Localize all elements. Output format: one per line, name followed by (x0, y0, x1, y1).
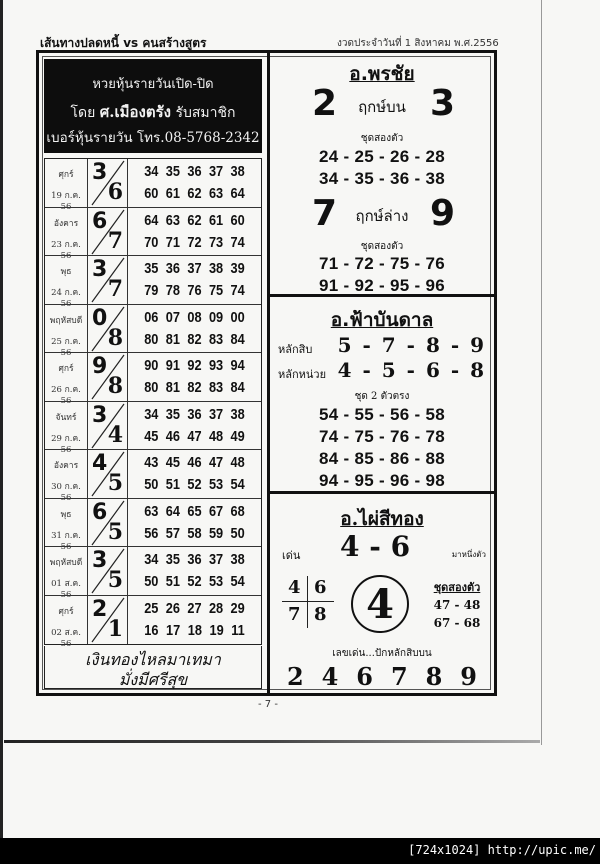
pairs-row-4: 94 - 95 - 96 - 98 (318, 471, 446, 490)
day-cell (45, 353, 88, 406)
grid-cell: 8 (314, 604, 327, 625)
day-date: 30 ก.ค. 56 (51, 482, 81, 503)
upper-pairs-1: 24 - 25 - 26 - 28 (318, 147, 446, 166)
upper-right-digit: 3 (430, 83, 456, 124)
number: 67 (208, 502, 224, 520)
bottom-digit: 8 (107, 324, 123, 351)
digit-pair-cell (88, 353, 128, 401)
day-name: ศุกร์ (58, 170, 74, 180)
table-row (45, 596, 261, 649)
numbers-cell (128, 450, 261, 498)
number: 90 (144, 357, 159, 374)
number: 80 (144, 379, 159, 396)
upper-label: ฤกษ์บน (358, 98, 406, 116)
number: 81 (165, 330, 180, 348)
number: 83 (208, 379, 224, 396)
numbers-cell (128, 159, 261, 207)
number: 91 (165, 357, 180, 374)
ad-phone: เบอร์หุ้นรายวัน โทร.08-5768-2342 (46, 130, 260, 146)
watermark-bar (0, 838, 600, 864)
page-number: - 7 - (258, 699, 278, 710)
digit-pair-cell (88, 305, 128, 353)
number: 61 (208, 211, 224, 229)
number: 63 (208, 185, 224, 202)
ad-membership: รับสมาชิก (175, 105, 236, 121)
lead-label: เด่น (282, 549, 301, 562)
slogan-line-2: มั่งมีศรีสุข (118, 670, 188, 689)
number: 39 (230, 260, 245, 277)
number-line-2 (138, 282, 251, 299)
number-line-1 (138, 309, 251, 326)
number: 84 (230, 330, 245, 348)
stock-results-table (44, 158, 262, 649)
grid-cell: 6 (314, 577, 327, 598)
day-name: อังคาร (53, 461, 79, 471)
number: 43 (144, 454, 159, 471)
number: 59 (208, 524, 224, 542)
number: 08 (187, 308, 202, 326)
day-name: พฤหัสบดี (49, 315, 83, 326)
watermark-text: [724x1024] http://upic.me/ (408, 843, 596, 857)
slogan-box (44, 646, 262, 689)
number: 80 (144, 330, 159, 348)
digit-grid (282, 576, 334, 628)
lead-digits: 4 - 6 (340, 530, 411, 563)
number: 71 (165, 233, 180, 251)
day-date: 23 ก.ค. 56 (51, 239, 81, 261)
number-line-1 (138, 163, 251, 180)
number: 28 (208, 599, 224, 617)
number-line-2 (138, 331, 251, 348)
bottom-digit: 1 (107, 615, 123, 642)
tens-digit: 2 (286, 662, 304, 691)
bottom-digit: 5 (107, 567, 123, 593)
number: 46 (187, 454, 202, 471)
top-digit: 9 (92, 354, 108, 379)
day-name: พุธ (60, 509, 72, 520)
number: 38 (230, 163, 245, 180)
number: 51 (165, 476, 180, 493)
number: 38 (230, 405, 245, 423)
number: 00 (230, 308, 245, 326)
section-paisithong (270, 494, 494, 694)
number: 75 (208, 282, 224, 299)
bottom-digit: 7 (107, 276, 123, 302)
number: 49 (230, 427, 245, 445)
number: 50 (230, 524, 245, 542)
pairs-row-2: 74 - 75 - 76 - 78 (318, 427, 446, 446)
number: 34 (144, 405, 159, 423)
number: 48 (230, 454, 245, 471)
number-line-1 (138, 503, 251, 520)
number-line-2 (138, 476, 251, 493)
tens-label: หลักสิบ (278, 343, 313, 356)
circled-digit: 4 (351, 575, 409, 633)
digit-pair-cell (88, 256, 128, 304)
number: 79 (144, 282, 159, 299)
number: 45 (165, 454, 180, 471)
bottom-digit: 4 (107, 421, 123, 448)
top-digit: 6 (92, 208, 108, 234)
lower-right-digit: 9 (430, 193, 456, 234)
number: 65 (187, 502, 202, 520)
number: 62 (187, 185, 202, 202)
day-name: พุธ (60, 267, 72, 277)
tens-digit: 6 (356, 662, 373, 691)
tens-digits: 5 - 7 - 8 - 9 (337, 333, 484, 357)
number: 74 (230, 233, 245, 251)
number: 38 (230, 551, 245, 568)
page-bottom-rule (4, 740, 540, 743)
number: 92 (187, 357, 202, 374)
day-date: 24 ก.ค. 56 (51, 288, 81, 309)
number: 16 (144, 621, 159, 639)
number-line-1 (138, 454, 251, 471)
table-row (45, 256, 261, 309)
lower-set-label: ชุดสองตัว (360, 241, 404, 252)
number: 70 (144, 233, 159, 251)
grid-horizontal-line (282, 601, 334, 602)
section-title: อ.ไผ่สีทอง (340, 508, 424, 530)
day-date: 19 ก.ค. 56 (51, 191, 81, 212)
numbers-cell (128, 596, 261, 645)
number-line-1 (138, 357, 251, 374)
number: 54 (230, 476, 245, 493)
number: 81 (165, 379, 180, 396)
top-digit: 2 (92, 596, 108, 622)
ad-box (44, 59, 262, 153)
number: 35 (165, 405, 180, 423)
ad-author-line (44, 100, 262, 124)
section-title: อ.พรชัย (349, 63, 415, 85)
bottom-digit: 6 (107, 179, 123, 205)
number-line-2 (138, 573, 251, 590)
upper-left-digit: 2 (312, 83, 338, 124)
section-pornchai (270, 53, 494, 297)
set-label: ชุด 2 ตัวตรง (354, 391, 410, 402)
lower-left-digit: 7 (312, 193, 338, 234)
number: 36 (187, 163, 202, 180)
number: 37 (187, 260, 202, 277)
units-digits: 4 - 5 - 6 - 8 (337, 358, 484, 382)
tens-digits-row (270, 662, 494, 691)
day-cell (45, 159, 88, 212)
number: 57 (165, 524, 180, 542)
day-name: จันทร์ (55, 412, 77, 423)
day-date: 29 ก.ค. 56 (51, 433, 81, 455)
number: 38 (208, 260, 224, 277)
day-cell (45, 596, 88, 649)
tens-digit: 9 (460, 662, 477, 691)
day-date: 01 ส.ค. 56 (51, 579, 81, 600)
number-line-2 (138, 525, 251, 542)
set-pair-2: 67 - 68 (433, 616, 481, 630)
day-date: 25 ก.ค. 56 (51, 336, 81, 358)
number: 35 (144, 260, 159, 277)
number: 34 (144, 551, 159, 568)
number: 64 (165, 502, 180, 520)
number: 56 (144, 524, 159, 542)
day-cell (45, 547, 88, 600)
number: 52 (187, 476, 202, 493)
day-date: 02 ส.ค. 56 (51, 627, 81, 649)
number: 76 (187, 282, 202, 299)
top-digit: 6 (92, 499, 108, 525)
bottom-digit: 5 (107, 470, 123, 496)
numbers-cell (128, 402, 261, 450)
number-line-2 (138, 428, 251, 445)
number: 29 (230, 599, 245, 617)
number-line-1 (138, 551, 251, 568)
table-row (45, 208, 261, 261)
number-line-1 (138, 600, 251, 617)
digit-pair-cell (88, 450, 128, 498)
number: 63 (165, 211, 180, 229)
day-cell (45, 208, 88, 261)
lower-label: ฤกษ์ล่าง (355, 207, 409, 225)
number: 26 (165, 599, 180, 617)
number: 50 (144, 573, 159, 590)
upper-set-label: ชุดสองตัว (360, 133, 404, 144)
number: 54 (230, 573, 245, 590)
number: 78 (165, 282, 180, 299)
top-digit: 3 (92, 402, 108, 428)
number: 34 (144, 163, 159, 180)
number: 72 (187, 233, 202, 251)
number: 60 (230, 211, 245, 229)
number: 53 (208, 476, 224, 493)
number: 68 (230, 502, 245, 520)
numbers-cell (128, 353, 261, 401)
pairs-row-1: 54 - 55 - 56 - 58 (318, 405, 446, 424)
ad-headline: หวยหุ้นรายวันเปิด-ปิด (92, 77, 214, 92)
number: 52 (187, 573, 202, 590)
tens-digit: 8 (425, 662, 443, 691)
number: 58 (187, 524, 202, 542)
number: 60 (144, 185, 159, 202)
number: 94 (230, 357, 245, 374)
number: 82 (187, 379, 202, 396)
day-name: พฤหัสบดี (49, 558, 83, 568)
numbers-cell (128, 305, 261, 353)
ad-author-name: ศ.เมืองตรัง (99, 103, 171, 121)
table-row (45, 353, 261, 406)
number: 37 (208, 163, 224, 180)
top-digit: 4 (92, 451, 108, 476)
tens-digit: 7 (390, 662, 408, 691)
number: 82 (187, 330, 202, 348)
number: 53 (208, 573, 224, 590)
number: 18 (187, 621, 202, 639)
number: 25 (144, 599, 159, 617)
number: 17 (166, 621, 181, 639)
number-line-1 (138, 212, 251, 229)
ad-by: โดย (70, 105, 96, 121)
page-right-edge (541, 0, 542, 745)
number: 73 (208, 233, 224, 251)
digit-pair-cell (88, 402, 128, 450)
number-line-2 (138, 379, 251, 396)
number: 83 (208, 330, 224, 348)
set-label: ชุดสองตัว (433, 581, 481, 594)
number: 93 (208, 357, 224, 374)
digit-pair-cell (88, 208, 128, 256)
top-digit: 3 (92, 548, 108, 573)
number: 36 (187, 405, 202, 423)
top-digit: 0 (92, 305, 108, 331)
tens-label: เลขเด่น...ปักหลักสิบบน (332, 648, 432, 659)
day-name: ศุกร์ (58, 606, 74, 617)
number: 63 (144, 502, 159, 520)
number: 35 (165, 551, 180, 568)
section-fabandan (270, 297, 494, 494)
number: 46 (165, 427, 180, 445)
number-line-1 (138, 260, 251, 277)
number-line-2 (138, 185, 251, 202)
number: 19 (209, 621, 224, 639)
number: 36 (187, 551, 202, 568)
day-cell (45, 256, 88, 309)
running-head-title: เส้นทางปลดหนี้ vs คนสร้างสูตร (40, 36, 207, 50)
lower-pairs-2: 91 - 92 - 95 - 96 (318, 276, 446, 295)
digit-pair-cell (88, 596, 128, 645)
units-label: หลักหน่วย (278, 368, 327, 381)
number: 07 (165, 308, 180, 326)
day-cell (45, 402, 88, 455)
number: 50 (144, 476, 159, 493)
digit-pair-cell (88, 159, 128, 207)
bottom-digit: 8 (107, 373, 123, 399)
top-digit: 3 (92, 257, 108, 282)
number: 51 (165, 573, 180, 590)
table-row (45, 547, 261, 600)
tens-digit: 4 (321, 662, 339, 691)
day-name: อังคาร (53, 218, 79, 229)
table-row (45, 159, 261, 212)
number: 45 (144, 427, 159, 445)
lead-note: มาหนึ่งตัว (451, 550, 486, 559)
grid-cell: 7 (288, 604, 301, 625)
bottom-digit: 5 (107, 518, 123, 545)
number: 36 (165, 260, 180, 277)
draw-date: งวดประจำวันที่ 1 สิงหาคม พ.ศ.2556 (337, 38, 499, 49)
upper-pairs-2: 34 - 35 - 36 - 38 (318, 169, 446, 188)
digit-pair-cell (88, 499, 128, 547)
day-cell (45, 450, 88, 503)
set-pair-1: 47 - 48 (433, 598, 481, 612)
number: 37 (208, 551, 224, 568)
number: 27 (187, 599, 202, 617)
number: 74 (230, 282, 245, 299)
number: 61 (165, 185, 180, 202)
table-row (45, 499, 261, 552)
number: 09 (208, 308, 224, 326)
page-left-edge (0, 0, 3, 838)
pairs-row-3: 84 - 85 - 86 - 88 (318, 449, 446, 468)
table-row (45, 450, 261, 503)
number-line-2 (138, 234, 251, 251)
number: 47 (208, 454, 224, 471)
numbers-cell (128, 547, 261, 595)
number: 64 (230, 185, 245, 202)
day-cell (45, 499, 88, 552)
numbers-cell (128, 256, 261, 304)
number: 47 (187, 427, 202, 445)
content-frame (36, 50, 497, 696)
number-line-1 (138, 406, 251, 423)
number: 06 (144, 308, 159, 326)
number: 37 (208, 405, 224, 423)
number: 62 (187, 211, 202, 229)
number: 35 (165, 163, 180, 180)
day-cell (45, 305, 88, 358)
top-digit: 3 (92, 160, 108, 185)
number: 84 (230, 379, 245, 396)
numbers-cell (128, 499, 261, 547)
digit-pair-cell (88, 547, 128, 595)
number-line-2 (138, 622, 251, 639)
grid-cell: 4 (288, 577, 301, 598)
day-date: 31 ก.ค. 56 (51, 530, 81, 552)
day-date: 26 ก.ค. 56 (51, 385, 81, 406)
number: 11 (231, 621, 245, 639)
number: 64 (144, 211, 159, 229)
day-name: ศุกร์ (58, 364, 74, 374)
number: 48 (208, 427, 224, 445)
bottom-digit: 7 (107, 227, 123, 254)
table-row (45, 305, 261, 358)
numbers-cell (128, 208, 261, 256)
slogan-line-1: เงินทองไหลมาเทมา (85, 650, 221, 669)
section-title: อ.ฟ้าบันดาล (330, 309, 434, 331)
lower-pairs-1: 71 - 72 - 75 - 76 (318, 254, 446, 273)
table-row (45, 402, 261, 455)
